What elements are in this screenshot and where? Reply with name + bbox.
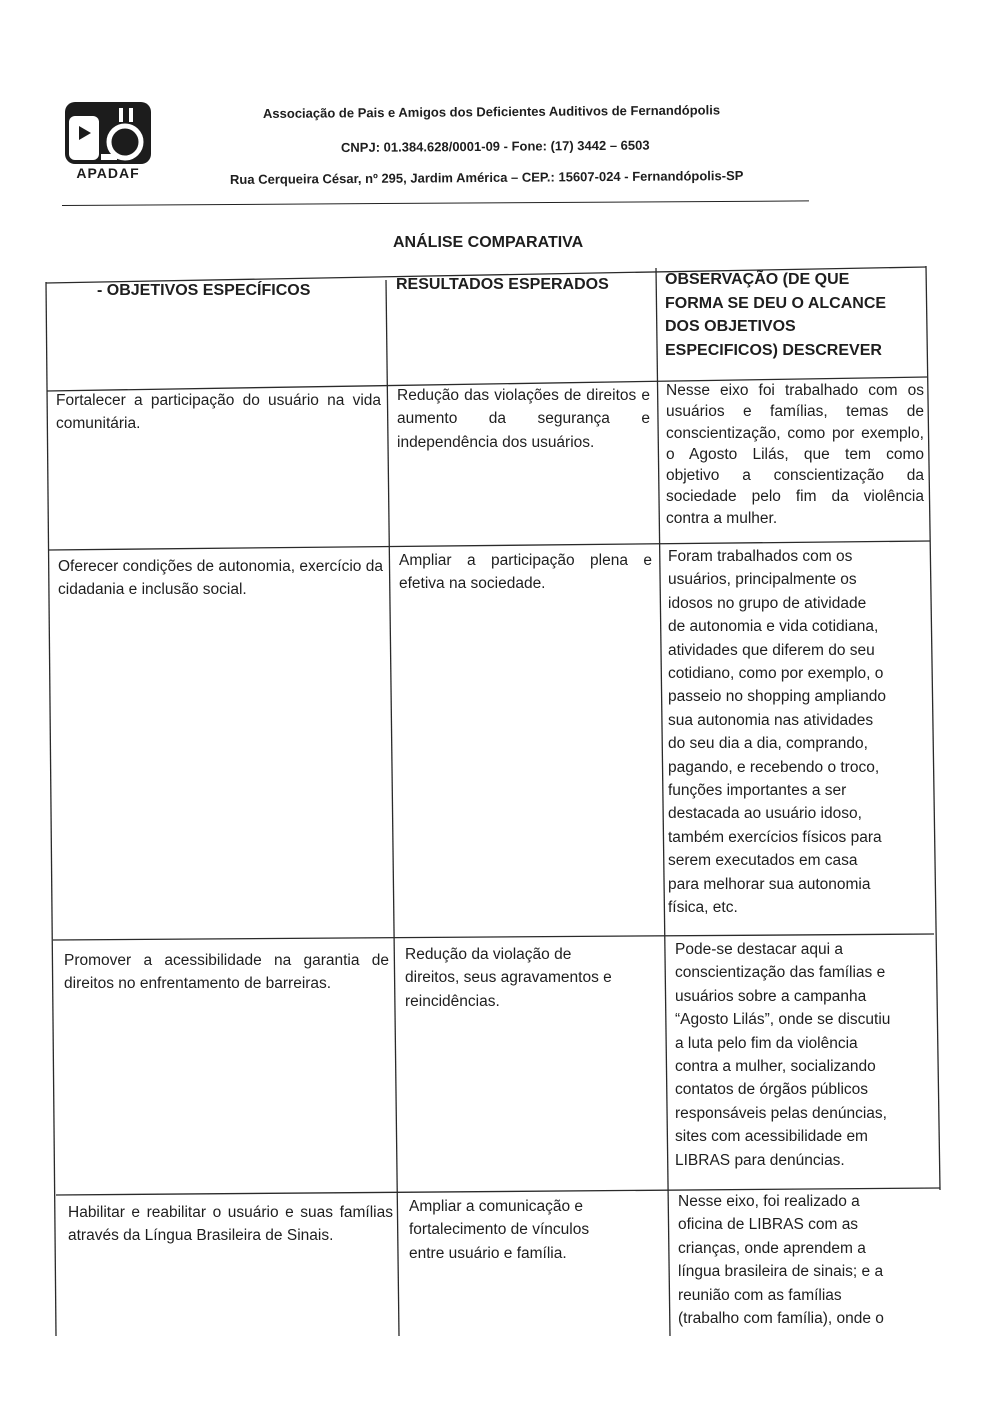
row-4-objetivo: Habilitar e reabilitar o usuário e suas famílias através da Língua Brasileira de Sinais.	[68, 1204, 393, 1245]
row-1-objetivo: Fortalecer a participação do usuário na vida comunitária.	[56, 392, 381, 433]
organization-address: Rua Cerqueira César, nº 295, Jardim América – CEP.: 15607-024 - Fernandópolis-SP	[229, 167, 744, 187]
header-objetivos: - OBJETIVOS ESPECÍFICOS	[97, 282, 311, 299]
row-2-resultado: Ampliar a participação plena e efetiva na sociedade.	[399, 552, 652, 593]
document-title: ANÁLISE COMPARATIVA	[393, 234, 584, 251]
row-1-resultado: Redução das violações de direitos e aumento da segurança e independência dos usuários.	[397, 387, 650, 451]
row-3-observacao: Pode-se destacar aqui a conscientização das famílias e usuários sobre a campanha “Agosto Lilás”, onde se discutiu a luta pelo fim da violência contra a mulher, socializando contatos de órgãos públicos responsáveis pelas denúncias, sites com acessibilidade em LIBRAS para denúncias.	[675, 941, 891, 1169]
row-4-resultado: Ampliar a comunicação e fortalecimento de vínculos entre usuário e família.	[409, 1198, 590, 1262]
organization-cnpj-phone: CNPJ: 01.384.628/0001-09 - Fone: (17) 3442 – 6503	[340, 137, 650, 155]
row-2-objetivo: Oferecer condições de autonomia, exercício da cidadania e inclusão social.	[58, 558, 383, 599]
logo-text: APADAF	[76, 165, 140, 181]
organization-name: Associação de Pais e Amigos dos Deficientes Auditivos de Fernandópolis	[262, 102, 721, 121]
row-1-observacao: Nesse eixo foi trabalhado com os usuários e famílias, temas de conscientização, como por exemplo, o Agosto Lilás, que tem como objetivo a conscientização da sociedade pelo fim da violência contra a mulher.	[666, 382, 924, 527]
row-3-resultado: Redução da violação de direitos, seus agravamentos e reincidências.	[405, 946, 612, 1010]
row-4-observacao: Nesse eixo, foi realizado a oficina de LIBRAS com as crianças, onde aprendem a língua brasileira de sinais; e a reunião com as famílias (trabalho com família), onde o	[678, 1193, 884, 1328]
header-resultados: RESULTADOS ESPERADOS	[396, 276, 609, 293]
row-3-objetivo: Promover a acessibilidade na garantia de direitos no enfrentamento de barreiras.	[64, 952, 389, 993]
row-2-observacao: Foram trabalhados com os usuários, principalmente os idosos no grupo de atividade de autonomia e vida cotidiana, atividades que diferem do seu cotidiano, como por exemplo, o passeio no shopping ampliando sua autonomia nas atividades do seu dia a dia, comprando, pagando, e recebendo o troco, funções importantes a ser destacada ao usuário idoso, também exercícios físicos para serem executados em casa para melhorar sua autonomia física, etc.	[668, 548, 887, 917]
header-observacao: OBSERVAÇÃO (DE QUE FORMA SE DEU O ALCANCE DOS OBJETIVOS ESPECIFICOS) DESCREVER	[665, 271, 887, 359]
